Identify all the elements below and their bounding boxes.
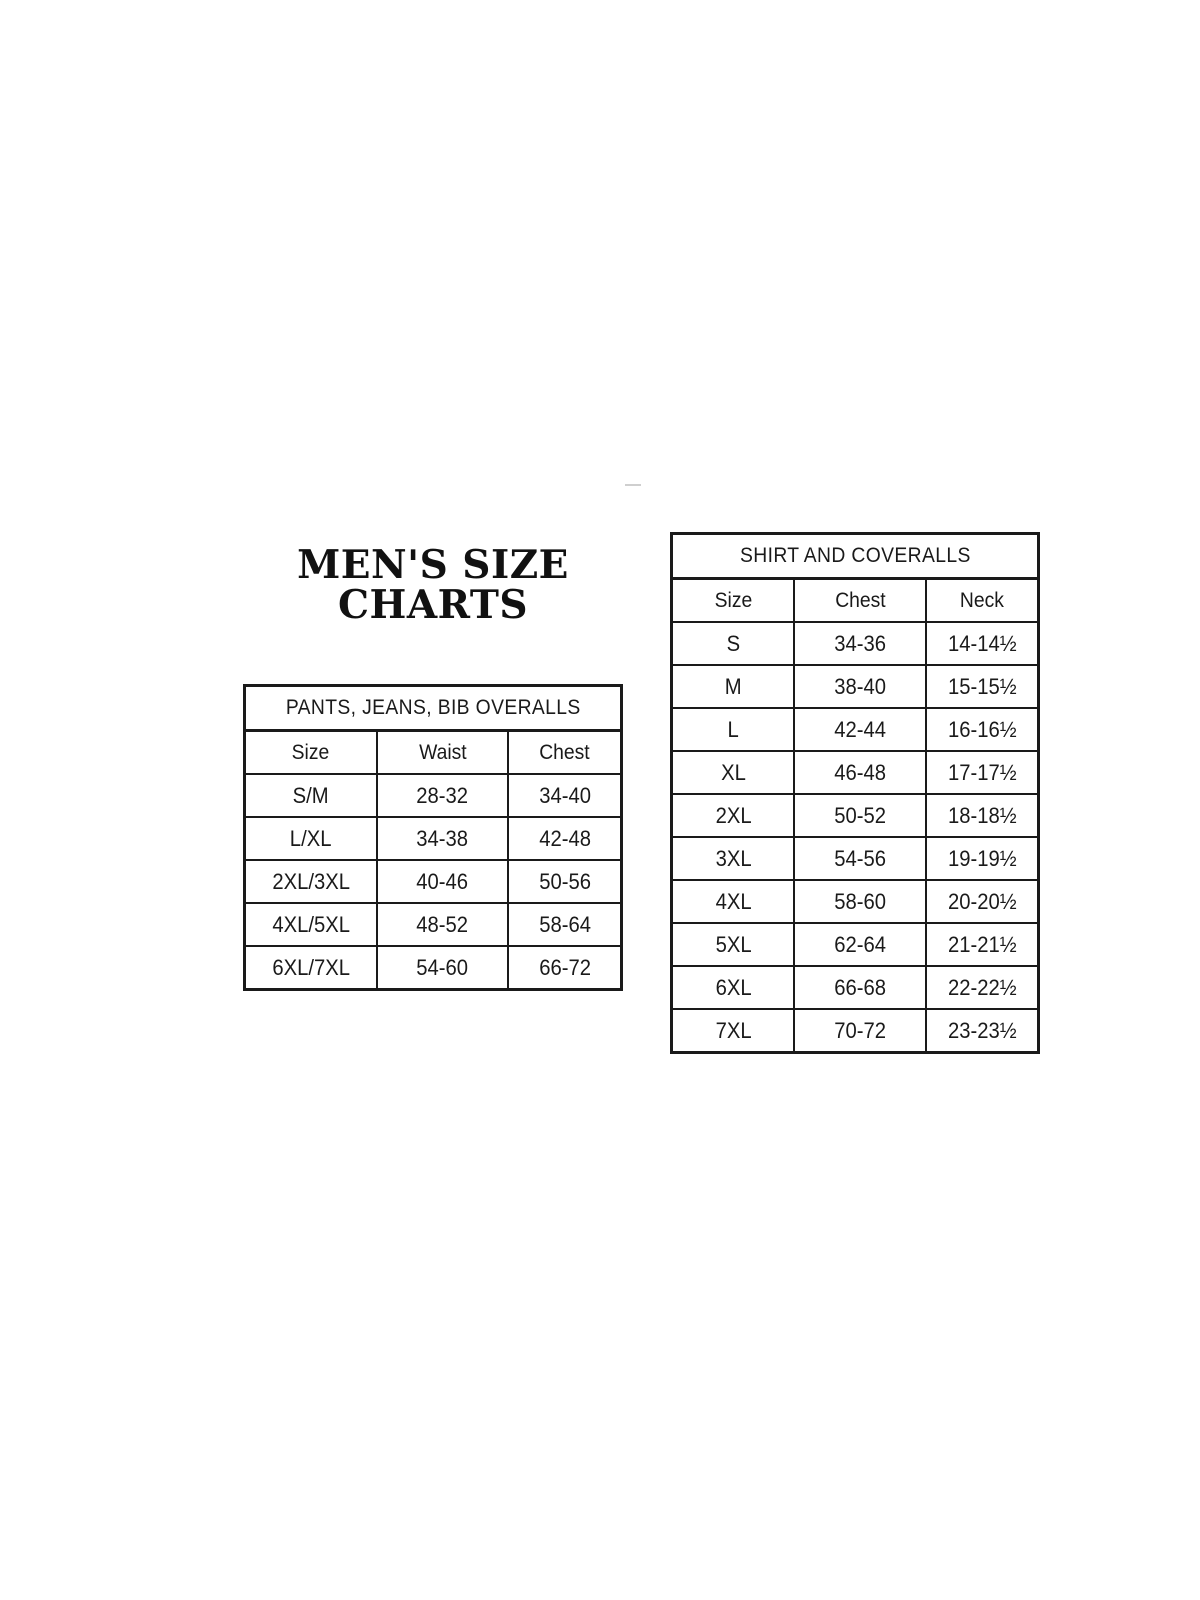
pants-header-waist-text: Waist bbox=[418, 740, 467, 764]
pants-cell-chest-text: 58-64 bbox=[538, 911, 591, 937]
pants-table-caption-text: PANTS, JEANS, BIB OVERALLS bbox=[285, 696, 581, 719]
table-row bbox=[245, 946, 622, 990]
pants-cell-chest-text: 42-48 bbox=[538, 825, 591, 851]
shirt-cell-neck-text: 18-18½ bbox=[947, 802, 1017, 828]
pants-cell-waist bbox=[377, 860, 509, 903]
shirt-cell-neck bbox=[926, 837, 1038, 880]
shirt-cell-chest-text: 66-68 bbox=[834, 974, 887, 1000]
pants-cell-chest-text: 66-72 bbox=[538, 954, 591, 980]
shirt-cell-neck-text: 22-22½ bbox=[947, 974, 1017, 1000]
shirt-cell-neck-text: 14-14½ bbox=[947, 630, 1017, 656]
pants-cell-size bbox=[245, 860, 377, 903]
table-row bbox=[672, 665, 1039, 708]
shirt-cell-size-text: L bbox=[727, 716, 739, 742]
table-row bbox=[245, 903, 622, 946]
pants-header-chest-text: Chest bbox=[539, 740, 590, 764]
shirt-cell-neck bbox=[926, 622, 1038, 665]
shirt-header-chest bbox=[794, 579, 926, 623]
pants-table-caption bbox=[245, 686, 622, 731]
shirt-and-coveralls-table bbox=[670, 532, 1040, 1054]
shirt-cell-chest-text: 58-60 bbox=[834, 888, 887, 914]
shirt-cell-size bbox=[672, 622, 795, 665]
table-row bbox=[672, 1009, 1039, 1053]
stray-mark bbox=[625, 484, 641, 486]
shirt-cell-size bbox=[672, 966, 795, 1009]
table-row bbox=[672, 622, 1039, 665]
pants-header-waist bbox=[377, 731, 509, 775]
shirt-cell-chest-text: 62-64 bbox=[834, 931, 887, 957]
shirt-cell-size bbox=[672, 665, 795, 708]
shirt-cell-chest bbox=[794, 837, 926, 880]
shirt-header-neck-text: Neck bbox=[960, 588, 1005, 612]
shirt-cell-size-text: 6XL bbox=[715, 974, 752, 1000]
table-row bbox=[672, 923, 1039, 966]
pants-cell-chest bbox=[508, 860, 621, 903]
shirt-header-size-text: Size bbox=[714, 588, 752, 612]
shirt-cell-neck bbox=[926, 751, 1038, 794]
shirt-cell-neck bbox=[926, 708, 1038, 751]
shirt-cell-size-text: M bbox=[724, 673, 742, 699]
pants-cell-waist-text: 28-32 bbox=[416, 782, 469, 808]
pants-cell-size-text: 4XL/5XL bbox=[272, 911, 350, 937]
shirt-cell-neck-text: 15-15½ bbox=[947, 673, 1017, 699]
pants-header-size-text: Size bbox=[292, 740, 330, 764]
table-row bbox=[672, 751, 1039, 794]
pants-cell-chest bbox=[508, 817, 621, 860]
shirt-cell-chest bbox=[794, 966, 926, 1009]
shirt-cell-chest-text: 54-56 bbox=[834, 845, 887, 871]
pants-cell-size bbox=[245, 946, 377, 990]
shirt-cell-chest bbox=[794, 923, 926, 966]
shirt-cell-size bbox=[672, 1009, 795, 1053]
table-row bbox=[245, 817, 622, 860]
shirt-header-chest-text: Chest bbox=[834, 588, 886, 612]
shirt-cell-chest-text: 70-72 bbox=[834, 1017, 887, 1043]
shirt-cell-neck bbox=[926, 794, 1038, 837]
pants-cell-chest bbox=[508, 774, 621, 817]
shirt-cell-neck-text: 17-17½ bbox=[947, 759, 1017, 785]
shirt-cell-size bbox=[672, 708, 795, 751]
page-title bbox=[243, 542, 623, 629]
table-row bbox=[672, 837, 1039, 880]
table-row bbox=[672, 966, 1039, 1009]
shirt-cell-chest-text: 38-40 bbox=[834, 673, 887, 699]
shirt-header-size bbox=[672, 579, 795, 623]
shirt-table-caption bbox=[672, 534, 1039, 579]
shirt-cell-neck-text: 21-21½ bbox=[947, 931, 1017, 957]
shirt-cell-neck bbox=[926, 665, 1038, 708]
pants-cell-waist-text: 48-52 bbox=[416, 911, 469, 937]
shirt-cell-chest bbox=[794, 665, 926, 708]
pants-cell-waist-text: 54-60 bbox=[416, 954, 469, 980]
pants-cell-waist bbox=[377, 903, 509, 946]
shirt-cell-neck bbox=[926, 923, 1038, 966]
shirt-cell-neck-text: 16-16½ bbox=[947, 716, 1017, 742]
pants-header-size bbox=[245, 731, 377, 775]
pants-cell-size bbox=[245, 903, 377, 946]
shirt-cell-size-text: S bbox=[726, 630, 740, 656]
pants-cell-size-text: 6XL/7XL bbox=[272, 954, 350, 980]
pants-cell-size-text: 2XL/3XL bbox=[272, 868, 350, 894]
shirt-cell-chest bbox=[794, 751, 926, 794]
shirt-cell-chest bbox=[794, 708, 926, 751]
pants-cell-waist bbox=[377, 946, 509, 990]
pants-cell-size bbox=[245, 817, 377, 860]
shirt-cell-chest-text: 34-36 bbox=[834, 630, 887, 656]
shirt-cell-neck-text: 23-23½ bbox=[947, 1017, 1017, 1043]
table-row bbox=[245, 860, 622, 903]
pants-header-chest bbox=[508, 731, 621, 775]
pants-cell-waist bbox=[377, 817, 509, 860]
shirt-cell-size-text: 4XL bbox=[715, 888, 752, 914]
shirt-cell-neck bbox=[926, 880, 1038, 923]
table-header-row bbox=[245, 731, 622, 775]
pants-cell-size-text: S/M bbox=[292, 782, 329, 808]
shirt-cell-size-text: 3XL bbox=[715, 845, 752, 871]
shirt-cell-size-text: 2XL bbox=[715, 802, 752, 828]
table-row bbox=[672, 794, 1039, 837]
shirt-cell-chest bbox=[794, 880, 926, 923]
shirt-cell-size bbox=[672, 837, 795, 880]
shirt-cell-size bbox=[672, 794, 795, 837]
shirt-header-neck bbox=[926, 579, 1038, 623]
page-title-line-2: CHARTS bbox=[337, 582, 529, 629]
shirt-cell-size bbox=[672, 880, 795, 923]
shirt-cell-neck-text: 19-19½ bbox=[947, 845, 1017, 871]
pants-cell-chest-text: 34-40 bbox=[538, 782, 591, 808]
pants-cell-chest bbox=[508, 903, 621, 946]
shirt-cell-size-text: 7XL bbox=[715, 1017, 752, 1043]
pants-cell-waist-text: 34-38 bbox=[416, 825, 469, 851]
pants-cell-size bbox=[245, 774, 377, 817]
shirt-cell-size bbox=[672, 923, 795, 966]
shirt-cell-neck bbox=[926, 1009, 1038, 1053]
shirt-cell-size-text: 5XL bbox=[715, 931, 752, 957]
shirt-cell-chest bbox=[794, 1009, 926, 1053]
pants-cell-waist bbox=[377, 774, 509, 817]
pants-cell-waist-text: 40-46 bbox=[416, 868, 469, 894]
shirt-cell-chest-text: 42-44 bbox=[834, 716, 887, 742]
shirt-table-caption-text: SHIRT AND COVERALLS bbox=[739, 544, 971, 567]
page-title-line-1: MEN'S SIZE bbox=[297, 542, 569, 588]
table-header-row bbox=[672, 579, 1039, 623]
shirt-cell-neck-text: 20-20½ bbox=[947, 888, 1017, 914]
shirt-cell-size-text: XL bbox=[720, 759, 746, 785]
shirt-cell-chest bbox=[794, 622, 926, 665]
shirt-cell-chest bbox=[794, 794, 926, 837]
table-row bbox=[672, 708, 1039, 751]
table-caption-row bbox=[672, 534, 1039, 579]
table-row bbox=[245, 774, 622, 817]
shirt-cell-neck bbox=[926, 966, 1038, 1009]
pants-cell-chest-text: 50-56 bbox=[538, 868, 591, 894]
shirt-cell-chest-text: 50-52 bbox=[834, 802, 887, 828]
table-row bbox=[672, 880, 1039, 923]
pants-cell-chest bbox=[508, 946, 621, 990]
table-caption-row bbox=[245, 686, 622, 731]
pants-jeans-bib-overalls-table bbox=[243, 684, 623, 991]
shirt-cell-chest-text: 46-48 bbox=[834, 759, 887, 785]
pants-cell-size-text: L/XL bbox=[290, 825, 332, 851]
shirt-cell-size bbox=[672, 751, 795, 794]
